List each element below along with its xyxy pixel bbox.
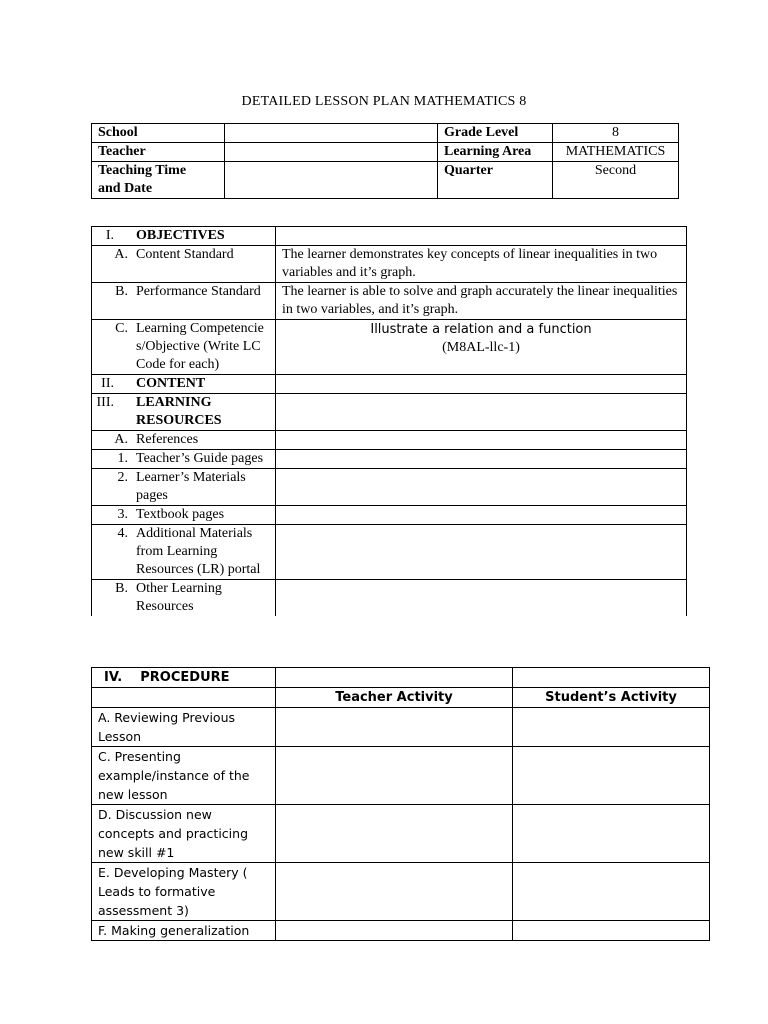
performance-standard-num: B. [115,284,128,299]
procedure-col-blank [92,688,276,708]
competencies-label-cell [92,320,276,375]
teachers-guide-num: 1. [117,451,128,466]
objectives-value[interactable] [276,227,687,246]
objectives-heading-cell [92,227,276,246]
page-title: DETAILED LESSON PLAN MATHEMATICS 8 [241,94,527,109]
textbook-pages-label: Textbook pages [136,507,225,522]
content-value[interactable] [276,375,687,394]
school-label: School [92,124,225,143]
competency-text: Illustrate a relation and a function [370,322,592,337]
content-roman: II. [101,376,114,391]
procedure-table [91,667,710,941]
procedure-row-label: D. Discussion new concepts and practicing new skill #1 [92,805,276,863]
additional-materials-num: 4. [117,526,128,541]
content-standard-value[interactable]: The learner demonstrates key concepts of linear inequalities in two variables and it’s graph. [276,246,687,283]
procedure-heading-blank-1 [276,668,513,688]
references-label: References [136,432,199,447]
school-value[interactable] [225,124,438,143]
resources-heading-cell [92,394,276,431]
teaching-time-label-line1: Teaching Time [98,163,187,178]
student-activity-cell[interactable] [513,805,710,863]
performance-standard-label: Performance Standard [136,284,261,299]
procedure-row-label: F. Making generalization [92,921,276,941]
teachers-guide-label-cell [92,450,276,469]
student-activity-cell[interactable] [513,747,710,805]
teacher-activity-cell[interactable] [276,805,513,863]
teaching-time-label [92,162,225,199]
student-activity-cell[interactable] [513,863,710,921]
teacher-activity-cell[interactable] [276,863,513,921]
quarter-value[interactable]: Second [553,162,679,199]
other-resources-label: Other Learning Resources [136,581,222,614]
teacher-activity-cell[interactable] [276,708,513,747]
learners-materials-label: Learner’s Materials pages [136,470,246,503]
learners-materials-value[interactable] [276,469,687,506]
objectives-roman: I. [105,228,114,243]
teacher-label: Teacher [92,143,225,162]
student-activity-cell[interactable] [513,708,710,747]
additional-materials-label-cell [92,525,276,580]
content-standard-label-cell [92,246,276,283]
procedure-row-label: A. Reviewing Previous Lesson [92,708,276,747]
competency-code: (M8AL-llc-1) [442,340,520,355]
grade-level-label: Grade Level [438,124,553,143]
content-heading-cell [92,375,276,394]
content-heading: CONTENT [136,376,206,391]
learners-materials-num: 2. [117,470,128,485]
teaching-time-label-line2: and Date [98,181,153,196]
student-activity-header: Student’s Activity [513,688,710,708]
quarter-label: Quarter [438,162,553,199]
procedure-row-label: E. Developing Mastery ( Leads to formative assessment 3) [92,863,276,921]
competencies-num: C. [115,321,128,336]
textbook-pages-value[interactable] [276,506,687,525]
objectives-heading: OBJECTIVES [136,228,225,243]
header-info-table [91,123,679,199]
student-activity-cell[interactable] [513,921,710,941]
additional-materials-label: Additional Materials from Learning Resources (LR) portal [136,526,261,577]
procedure-row-label: C. Presenting example/instance of the new lesson [92,747,276,805]
learning-area-value[interactable]: MATHEMATICS [553,143,679,162]
teacher-activity-cell[interactable] [276,921,513,941]
other-resources-num: B. [115,581,128,596]
teachers-guide-value[interactable] [276,450,687,469]
performance-standard-label-cell [92,283,276,320]
references-value[interactable] [276,431,687,450]
references-label-cell [92,431,276,450]
performance-standard-value[interactable]: The learner is able to solve and graph accurately the linear inequalities in two variables, and it’s graph. [276,283,687,320]
grade-level-value[interactable]: 8 [553,124,679,143]
competencies-value[interactable] [276,320,687,375]
other-resources-label-cell [92,580,276,617]
teachers-guide-label: Teacher’s Guide pages [136,451,264,466]
references-num: A. [114,432,128,447]
procedure-heading: IV. PROCEDURE [92,668,276,688]
content-standard-num: A. [114,247,128,262]
additional-materials-value[interactable] [276,525,687,580]
resources-value[interactable] [276,394,687,431]
teacher-value[interactable] [225,143,438,162]
content-standard-label: Content Standard [136,247,234,262]
competencies-label: Learning Competencies/Objective (Write LC Code for each) [136,321,264,372]
textbook-pages-num: 3. [117,507,128,522]
procedure-heading-blank-2 [513,668,710,688]
teacher-activity-header: Teacher Activity [276,688,513,708]
other-resources-value[interactable] [276,580,687,617]
textbook-pages-label-cell [92,506,276,525]
learning-area-label: Learning Area [438,143,553,162]
learners-materials-label-cell [92,469,276,506]
resources-heading: LEARNING RESOURCES [136,395,222,428]
resources-roman: III. [96,395,114,410]
teacher-activity-cell[interactable] [276,747,513,805]
lesson-plan-table [91,226,687,616]
teaching-time-value[interactable] [225,162,438,199]
